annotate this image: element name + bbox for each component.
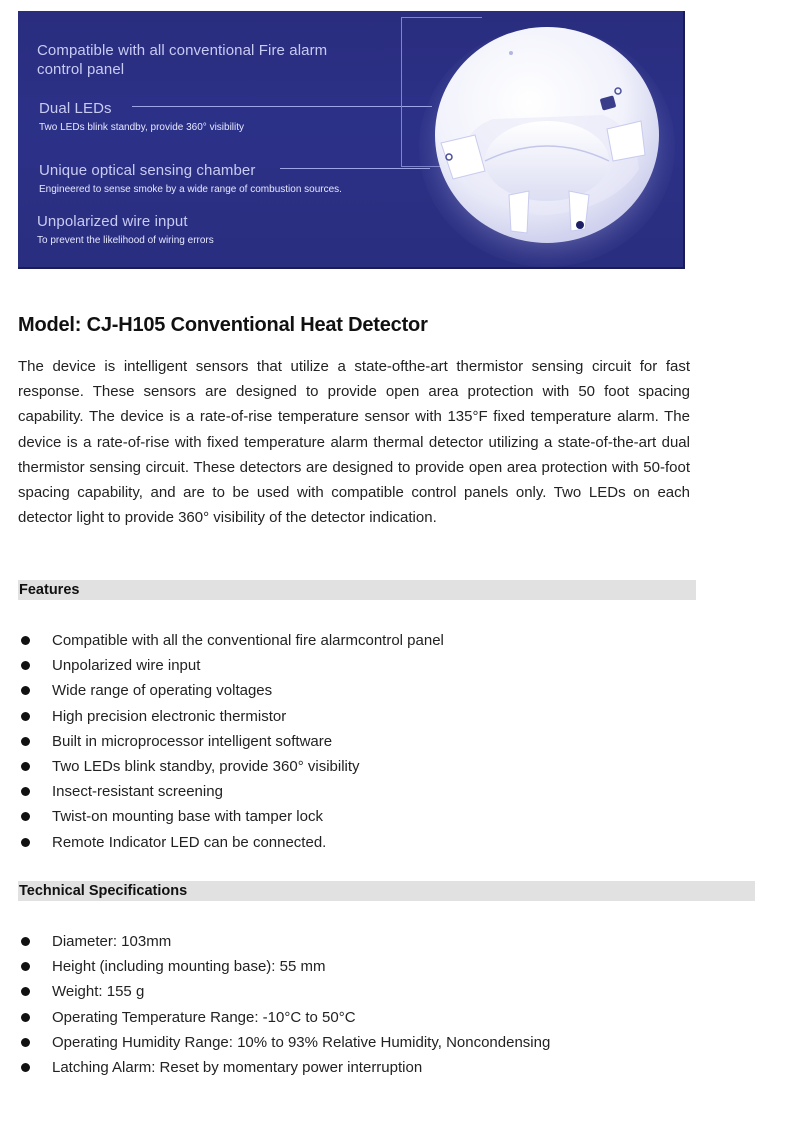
list-item: [18, 929, 550, 954]
bullet-icon: [21, 661, 30, 670]
leader-line-leds: [132, 106, 432, 107]
list-item-text: Twist-on mounting base with tamper lock: [52, 808, 323, 826]
features-list: [18, 628, 444, 855]
callout-compatibility: [37, 41, 357, 79]
bullet-icon: [21, 787, 30, 796]
features-section-header: Features: [18, 580, 696, 600]
bullet-icon: [21, 712, 30, 721]
bullet-icon: [21, 838, 30, 847]
list-item: [18, 779, 444, 804]
bullet-icon: [21, 1038, 30, 1047]
specs-list: [18, 929, 550, 1080]
callout-subtext: To prevent the likelihood of wiring errors: [37, 235, 214, 246]
list-item-text: Remote Indicator LED can be connected.: [52, 833, 327, 851]
callout-heading: Unique optical sensing chamber: [39, 162, 256, 179]
list-item: [18, 1055, 550, 1080]
callout-heading: Compatible with all conventional Fire alarm control panel: [37, 42, 328, 78]
bullet-icon: [21, 987, 30, 996]
callout-optical-chamber: [39, 161, 419, 196]
bullet-icon: [21, 636, 30, 645]
list-item: [18, 954, 550, 979]
bullet-icon: [21, 737, 30, 746]
product-description: The device is intelligent sensors that utilize a state-ofthe-art thermistor sensing circuit for fast response. These sensors are designed to provide open area protection with 50 foot spacing capability. The device is a rate-of-rise temperature sensor with 135°F fixed temperature alarm. The device is a rate-of-rise with fixed temperature alarm thermal detector utilizing a state-of-the-art dual thermistor sensing circuit. These detectors are designed to provide open area protection with 50-foot spacing capability, and are to be used with compatible control panels only. Two LEDs on each detector light to provide 360° visibility of the detector indication.: [18, 358, 690, 527]
list-item: [18, 678, 444, 703]
specs-section-header: Technical Specifications: [18, 881, 755, 901]
list-item: [18, 754, 444, 779]
list-item-text: Operating Humidity Range: 10% to 93% Relative Humidity, Noncondensing: [52, 1033, 551, 1051]
callout-subtext: Two LEDs blink standby, provide 360° visibility: [39, 122, 245, 133]
list-item: [18, 979, 550, 1004]
smoke-detector-illustration: [413, 19, 675, 269]
callout-unpolarized-input: [37, 212, 337, 247]
list-item-text: High precision electronic thermistor: [52, 707, 287, 725]
list-item: [18, 1030, 550, 1055]
list-item-text: Wide range of operating voltages: [52, 682, 273, 700]
bullet-icon: [21, 1063, 30, 1072]
list-item: [18, 1005, 550, 1030]
list-item: [18, 830, 444, 855]
list-item-text: Unpolarized wire input: [52, 657, 201, 675]
callout-heading: Dual LEDs: [39, 100, 112, 117]
list-item: [18, 653, 444, 678]
list-item-text: Weight: 155 g: [52, 983, 145, 1001]
callout-heading: Unpolarized wire input: [37, 213, 188, 230]
bullet-icon: [21, 812, 30, 821]
list-item-text: Diameter: 103mm: [52, 933, 172, 950]
list-item-text: Height (including mounting base): 55 mm: [52, 958, 326, 976]
list-item-text: Compatible with all the conventional fire alarmcontrol panel: [52, 632, 444, 649]
list-item: [18, 628, 444, 653]
callout-subtext: Engineered to sense smoke by a wide range of combustion sources.: [39, 184, 342, 195]
list-item: [18, 804, 444, 829]
bullet-icon: [21, 762, 30, 771]
list-item-text: Two LEDs blink standby, provide 360° visibility: [52, 757, 360, 775]
page-title: Model: CJ-H105 Conventional Heat Detector: [18, 314, 428, 336]
callout-dual-leds: [39, 99, 339, 134]
product-banner: [18, 11, 685, 269]
bullet-icon: [21, 1013, 30, 1022]
bullet-icon: [21, 686, 30, 695]
list-item: [18, 704, 444, 729]
list-item: [18, 729, 444, 754]
list-item-text: Operating Temperature Range: -10°C to 50°C: [52, 1008, 356, 1026]
bullet-icon: [21, 962, 30, 971]
list-item-text: Insect-resistant screening: [52, 783, 223, 801]
bullet-icon: [21, 937, 30, 946]
leader-line-chamber: [280, 168, 430, 169]
list-item-text: Built in microprocessor intelligent software: [52, 732, 333, 750]
list-item-text: Latching Alarm: Reset by momentary power interruption: [52, 1058, 423, 1076]
